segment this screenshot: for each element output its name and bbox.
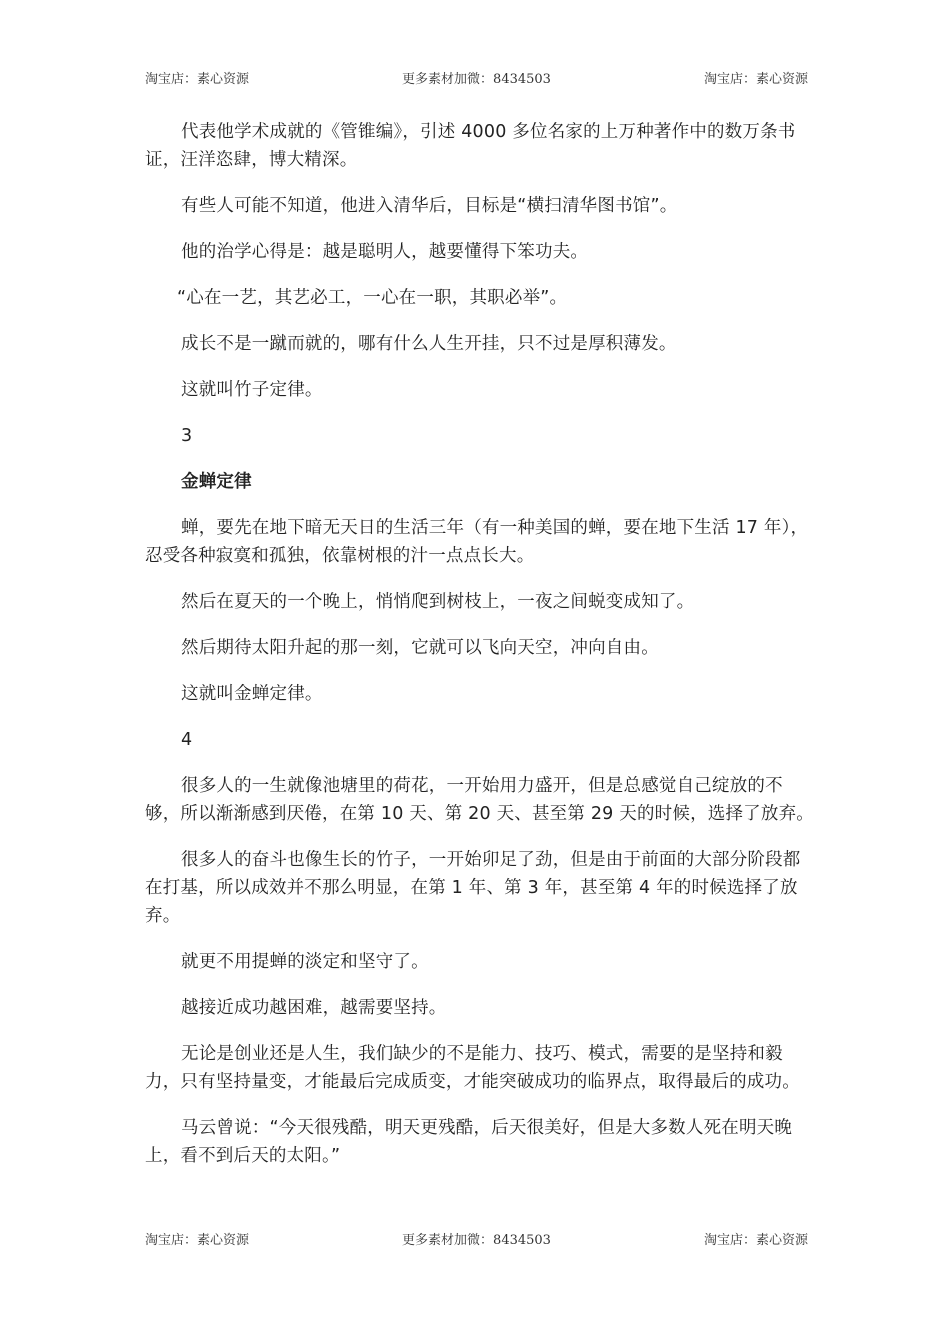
paragraph: 很多人的一生就像池塘里的荷花，一开始用力盛开，但是总感觉自己绽放的不够，所以渐渐感到厌倦，在第 10 天、第 20 天、甚至第 29 天的时候，选择了放弃。 bbox=[145, 776, 814, 824]
paragraph: 很多人的奋斗也像生长的竹子，一开始卯足了劲，但是由于前面的大部分阶段都在打基，所以成效并不那么明显，在第 1 年、第 3 年，甚至第 4 年的时候选择了放弃。 bbox=[145, 850, 801, 926]
page-header bbox=[145, 68, 808, 87]
header-left: 淘宝店：素心资源 bbox=[145, 72, 250, 87]
paragraph: 无论是创业还是人生，我们缺少的不是能力、技巧、模式，需要的是坚持和毅力，只有坚持量变，才能最后完成质变，才能突破成功的临界点，取得最后的成功。 bbox=[145, 1044, 800, 1092]
section-number: 4 bbox=[181, 730, 193, 750]
footer-right: 淘宝店：素心资源 bbox=[703, 1233, 808, 1248]
footer-center: 更多素材加微：8434503 bbox=[402, 1233, 551, 1248]
paragraph: 就更不用提蝉的淡定和坚守了。 bbox=[181, 952, 429, 972]
paragraph: 马云曾说：“今天很残酷，明天更残酷，后天很美好，但是大多数人死在明天晚上，看不到后天的太阳。” bbox=[145, 1118, 793, 1166]
section-number: 3 bbox=[181, 426, 193, 446]
paragraph: 这就叫竹子定律。 bbox=[181, 380, 323, 400]
paragraph: 越接近成功越困难，越需要坚持。 bbox=[181, 998, 447, 1018]
article-body bbox=[145, 118, 815, 1188]
paragraph: 蝉，要先在地下暗无天日的生活三年（有一种美国的蝉，要在地下生活 17 年），忍受各种寂寞和孤独，依靠树根的汁一点点长大。 bbox=[145, 518, 809, 566]
paragraph: 他的治学心得是：越是聪明人，越要懂得下笨功夫。 bbox=[181, 242, 589, 262]
header-center: 更多素材加微：8434503 bbox=[402, 72, 551, 87]
paragraph: 有些人可能不知道，他进入清华后，目标是“横扫清华图书馆”。 bbox=[181, 196, 678, 216]
paragraph: 然后期待太阳升起的那一刻，它就可以飞向天空，冲向自由。 bbox=[181, 638, 659, 658]
quote-paragraph: “心在一艺，其艺必工，一心在一职，其职必举”。 bbox=[177, 288, 568, 308]
paragraph: 成长不是一蹴而就的，哪有什么人生开挂，只不过是厚积薄发。 bbox=[181, 334, 677, 354]
paragraph: 代表他学术成就的《管锥编》，引述 4000 多位名家的上万种著作中的数万条书证，汪洋恣肆，博大精深。 bbox=[145, 122, 796, 170]
header-right: 淘宝店：素心资源 bbox=[703, 72, 808, 87]
page-footer bbox=[145, 1229, 808, 1248]
section-heading: 金蝉定律 bbox=[181, 472, 252, 492]
paragraph: 然后在夏天的一个晚上，悄悄爬到树枝上，一夜之间蜕变成知了。 bbox=[181, 592, 695, 612]
paragraph: 这就叫金蝉定律。 bbox=[181, 684, 323, 704]
footer-left: 淘宝店：素心资源 bbox=[145, 1233, 250, 1248]
